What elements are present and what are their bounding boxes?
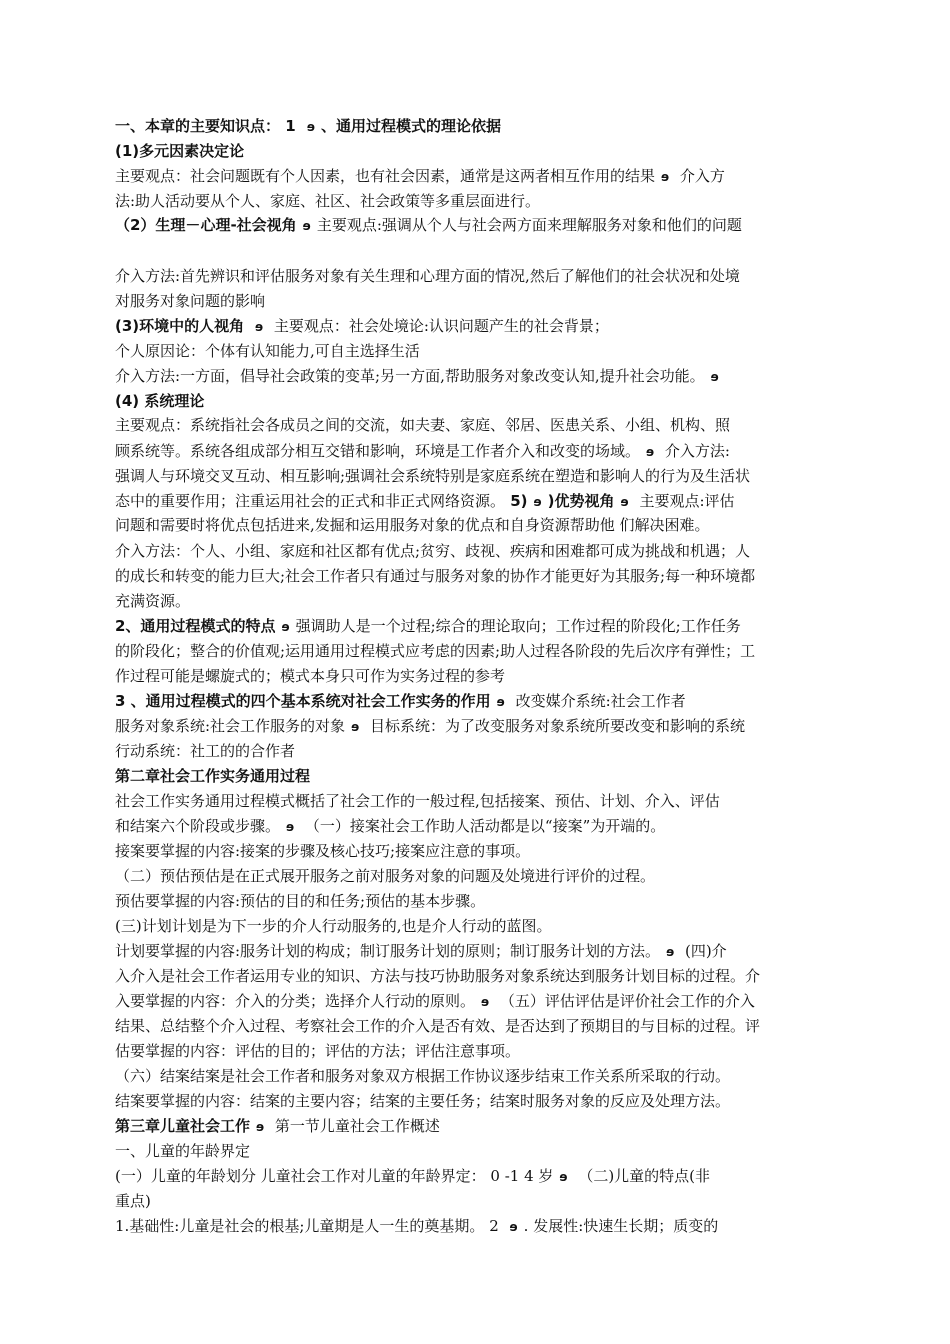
text-line [115,1115,840,1137]
body-text: 和结案六个阶段或步骤。 [115,817,281,835]
body-text: 介入方法：个人、小组、家庭和社区都有优点;贫穷、歧视、疾病和困难都可成为挑战和机遇；人 [115,542,751,560]
bold-text: 第三章儿童社会工作 [115,1117,251,1135]
body-text: 结案要掌握的内容：结案的主要内容；结案的主要任务；结案时服务对象的反应及处理方法。 [115,1092,731,1110]
text-line [115,1215,840,1237]
bold-text: 、通用过程模式的理论依据 [321,117,502,135]
bullet-glyph-icon [281,620,289,634]
body-text: 估要掌握的内容：评估的目的；评估的方法；评估注意事项。 [115,1042,521,1060]
text-line [115,465,840,487]
body-text: 接案要掌握的内容:接案的步骤及核心技巧;接案应注意的事项。 [115,842,531,860]
text-line [115,1140,840,1162]
body-text [244,317,249,335]
text-line [115,840,840,862]
text-line [115,790,840,812]
text-line [115,740,840,762]
text-line [115,1040,840,1062]
body-text: 问题和需要时将优点包括进来,发掘和运用服务对象的优点和自身资源帮助他 们解决困难。 [115,516,710,534]
text-line [115,490,840,512]
bullet-glyph-icon [351,720,359,734]
text-line [115,590,840,612]
text-line [115,615,840,637]
bullet-glyph-icon [711,370,719,384]
body-text: 强调助人是一个过程;综合的理论取向；工作过程的阶段化;工作任务 [295,617,741,635]
body-text: 介入方法:首先辨识和评估服务对象有关生理和心理方面的情况,然后了解他们的社会状况和处境 [115,267,740,285]
body-text: 预估要掌握的内容:预估的目的和任务;预估的基本步骤。 [115,892,486,910]
body-text: 1.基础性:儿童是社会的根基;儿童期是人一生的奠基期。 2 [115,1217,504,1235]
body-text: （一）接案社会工作助人活动都是以“接案”为开端的。 [300,817,666,835]
text-line [115,115,840,137]
bold-text: 一、本章的主要知识点： [115,117,281,135]
body-text: 强调人与环境交叉互动、相互影响;强调社会系统特别是家庭系统在塑造和影响人的行为及生活状 [115,467,751,485]
body-text: （六）结案结案是社会工作者和服务对象双方根据工作协议逐步结束工作关系所采取的行动。 [115,1067,731,1085]
text-line [115,440,840,462]
body-text: 重点) [115,1192,151,1210]
text-line [115,665,840,687]
body-text: 介入方 [675,167,725,185]
bullet-glyph-icon [646,445,654,459]
body-text: 介入方法:一方面，倡导社会政策的变革;另一方面,帮助服务对象改变认知,提升社会功能。 [115,367,705,385]
bullet-glyph-icon [534,495,542,509]
body-text: 对服务对象问题的影响 [115,292,266,310]
bullet-glyph-icon [497,695,505,709]
body-text: 结果、总结整个介入过程、考察社会工作的介入是否有效、是否达到了预期目的与目标的过程。评 [115,1017,761,1035]
bold-text: 第二章社会工作实务通用过程 [115,767,311,785]
text-line [115,640,840,662]
body-text: 服务对象系统:社会工作服务的对象 [115,717,346,735]
bold-text: (1)多元因素决定论 [115,142,245,160]
text-line [115,140,840,162]
bullet-glyph-icon [286,820,294,834]
bullet-glyph-icon [481,995,489,1009]
text-line [115,1015,840,1037]
text-line [115,315,840,337]
bold-text: （2）生理－心理-社会视角 [115,216,297,234]
body-text: 入介入是社会工作者运用专业的知识、方法与技巧协助服务对象系统达到服务计划目标的过程。介 [115,967,761,985]
text-line [115,514,840,536]
body-text: 主要观点：社会处境论:认识问题产生的社会背景； [269,317,609,335]
bold-text: (4) 系统理论 [115,392,205,410]
body-text: 法:助人活动要从个人、家庭、社区、社会政策等多重层面进行。 [115,192,541,210]
text-line [115,214,840,236]
text-line [115,940,840,962]
body-text: 社会工作实务通用过程模式概括了社会工作的一般过程,包括接案、预估、计划、介入、评估 [115,792,720,810]
text-line [115,690,840,712]
text-line [115,165,840,187]
bullet-glyph-icon [510,1220,518,1234]
bold-text: )优势视角 [547,492,615,510]
text-line [115,915,840,937]
body-text: 主要观点：系统指社会各成员之间的交流，如夫妻、家庭、邻居、医患关系、小组、机构、照 [115,416,731,434]
body-text: 的阶段化；整合的价值观;运用通用过程模式应考虑的因素;助人过程各阶段的先后次序有弹性；工 [115,642,756,660]
body-text: 一、儿童的年龄界定 [115,1142,251,1160]
text-line [115,240,840,262]
text-line [115,565,840,587]
text-line [115,890,840,912]
body-text: 计划要掌握的内容:服务计划的构成；制订服务计划的原则；制订服务计划的方法。 [115,942,661,960]
text-line [115,865,840,887]
body-text: 行动系统：社工的的合作者 [115,742,296,760]
bold-text: 2、通用过程模式的特点 [115,617,276,635]
text-line [115,290,840,312]
body-text: 目标系统：为了改变服务对象系统所要改变和影响的系统 [365,717,745,735]
body-text: 主要观点:强调从个人与社会两方面来理解服务对象和他们的问题 [316,216,742,234]
bullet-glyph-icon [255,320,263,334]
text-line [115,1190,840,1212]
bullet-glyph-icon [621,495,629,509]
text-line [115,265,840,287]
body-text: . 发展性:快速生长期；质变的 [523,1217,719,1235]
body-text: （二)儿童的特点(非 [573,1167,711,1185]
bullet-glyph-icon [666,945,674,959]
bullet-glyph-icon [303,219,311,233]
body-text: 充满资源。 [115,592,191,610]
text-line [115,190,840,212]
text-line [115,1090,840,1112]
text-line [115,1165,840,1187]
text-line [115,365,840,387]
body-text: (三)计划计划是为下一步的介人行动服务的,也是介人行动的蓝图。 [115,917,552,935]
bold-text: (3)环境中的人视角 [115,317,245,335]
bold-text: 5) [505,492,528,510]
text-line [115,765,840,787]
body-text: 的成长和转变的能力巨大;社会工作者只有通过与服务对象的协作才能更好为其服务;每一种环境都 [115,567,756,585]
text-line [115,414,840,436]
body-text: (一）儿童的年龄划分 儿童社会工作对儿童的年龄界定： 0 -1 4 岁 [115,1167,554,1185]
text-line [115,1065,840,1087]
bullet-glyph-icon [661,170,669,184]
body-text: (四)介 [680,942,727,960]
body-text: 作过程可能是螺旋式的；模式本身只可作为实务过程的参考 [115,667,506,685]
body-text: （五）评估评估是评价社会工作的介入 [495,992,755,1010]
body-text: 入要掌握的内容：介入的分类；选择介人行动的原则。 [115,992,476,1010]
body-text: 改变媒介系统:社会工作者 [510,692,686,710]
body-text: 第一节儿童社会工作概述 [270,1117,440,1135]
text-line [115,390,840,412]
body-text: （二）预估预估是在正式展开服务之前对服务对象的问题及处境进行评价的过程。 [115,867,656,885]
text-line [115,340,840,362]
body-text: 主要观点：社会问题既有个人因素，也有社会因素，通常是这两者相互作用的结果 [115,167,656,185]
body-text: 个人原因论：个体有认知能力,可自主选择生活 [115,342,420,360]
text-line [115,815,840,837]
bullet-glyph-icon [307,120,315,134]
bold-text: 1 [280,117,301,135]
body-text: 主要观点:评估 [634,492,735,510]
text-line [115,965,840,987]
body-text: 介入方法: [660,442,730,460]
text-line [115,715,840,737]
body-text: 态中的重要作用；注重运用社会的正式和非正式网络资源。 [115,492,506,510]
bullet-glyph-icon [256,1120,264,1134]
text-line [115,990,840,1012]
text-line [115,540,840,562]
bullet-glyph-icon [559,1170,567,1184]
body-text: 顾系统等。系统各组成部分相互交错和影响，环境是工作者介入和改变的场域。 [115,442,641,460]
bold-text: 3 、通用过程模式的四个基本系统对社会工作实务的作用 [115,692,491,710]
